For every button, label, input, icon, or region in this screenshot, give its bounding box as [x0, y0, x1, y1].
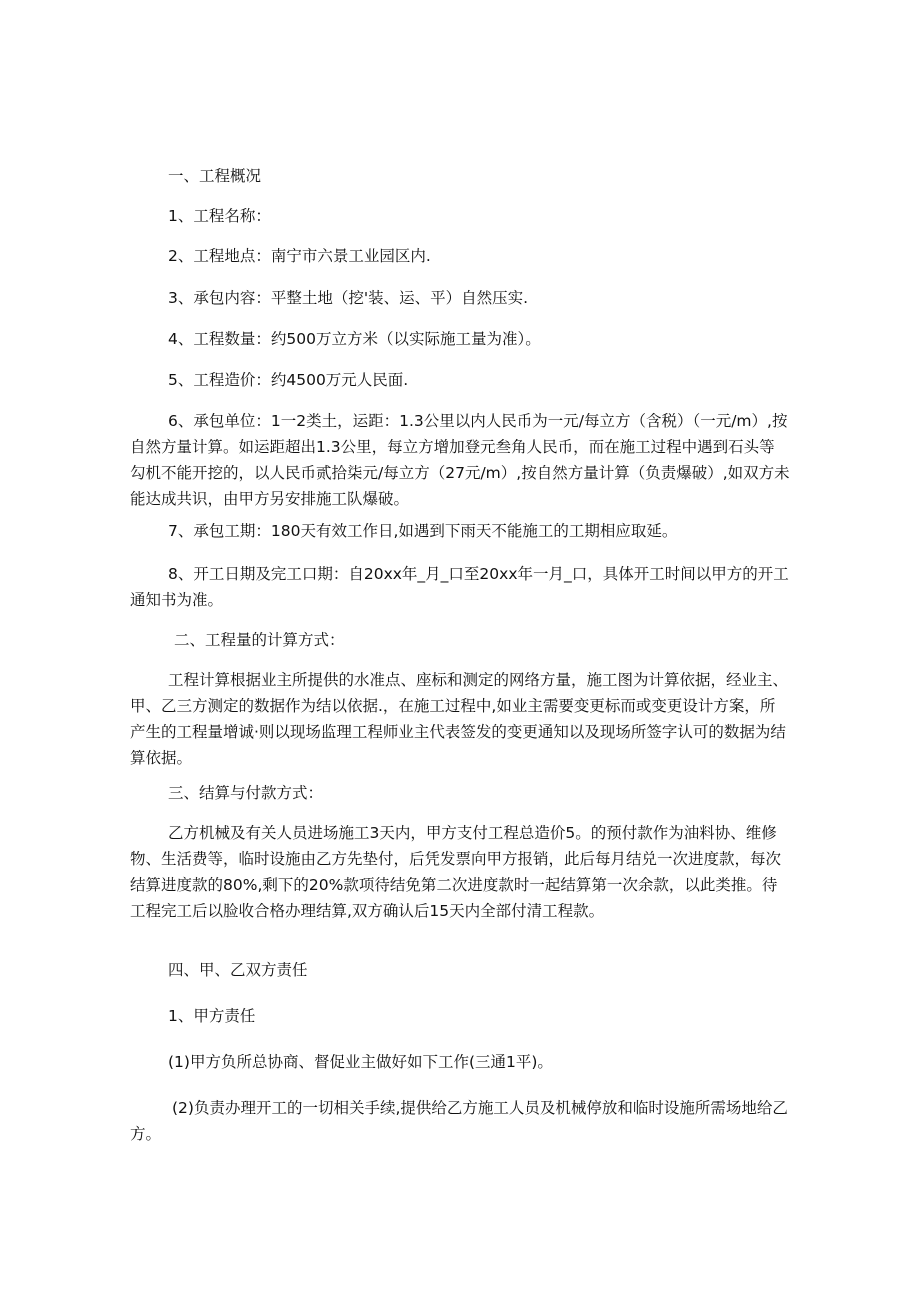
section4-item-2: (2)负责办理开工的一切相关手续,提供给乙方施工人员及机械停放和临时设施所需场地给乙方。	[130, 1099, 788, 1143]
section4-heading: 四、甲、乙双方责任	[168, 961, 308, 979]
item-project-name: 1、工程名称：	[168, 207, 271, 225]
item-project-location: 2、工程地点：南宁市六景工业园区内.	[168, 247, 431, 265]
section2-body: 工程计算根据业主所提供的水准点、座标和测定的网络方量，施工图为计算依据，经业主、甲、乙三方测定的数据作为结以依据.，在施工过程中,如业主需要变更标而或变更设计方案，所产生的工程量增诚·则以现场监理工程师业主代表签发的变更通知以及现场所签字认可的数据为结算依据。	[130, 671, 789, 767]
item-start-end-date: 8、开工日期及完工口期：自20xx年_月_口至20xx年一月_口，具体开工时间以甲方的开工通知书为准。	[130, 565, 789, 609]
section4-sub-party-a: 1、甲方责任	[168, 1007, 256, 1025]
section1-heading: 一、工程概况	[168, 167, 262, 185]
item-contract-unit: 6、承包单位：1一2类土，运距：1.3公里以内人民币为一元/每立方（含税）（一元/m）,按自然方量计算。如运距超出1.3公里，每立方增加登元叁角人民币，而在施工过程中遇到石头等勾机不能开挖的，以人民币贰拾柒元/每立方（27元/m）,按自然方量计算（负责爆破）,如双方未能达成共识，由甲方另安排施工队爆破。	[130, 412, 790, 508]
section2-heading: 二、工程量的计算方式：	[174, 631, 345, 649]
item-contract-period: 7、承包工期：180天有效工作日,如遇到下雨天不能施工的工期相应取延。	[168, 522, 678, 540]
section3-body: 乙方机械及有关人员进场施工3天内，甲方支付工程总造价5。的预付款作为油料协、维修物、生活费等，临时设施由乙方先垫付，后凭发票向甲方报销，此后每月结兑一次进度款，每次结算进度款的80%,剩下的20%款项待结免第二次进度款时一起结算第一次余款，以此类推。待工程完工后以脸收合格办理结算,双方确认后15天内全部付清工程款。	[130, 824, 782, 920]
section3-heading: 三、结算与付款方式：	[168, 784, 324, 802]
item-project-quantity: 4、工程数量：约500万立方米（以实际施工量为准）。	[168, 330, 541, 348]
item-contract-content: 3、承包内容：平整土地（挖'装、运、平）自然压实.	[168, 289, 529, 307]
item-project-cost: 5、工程造价：约4500万元人民面.	[168, 371, 409, 389]
section4-item-1: (1)甲方负所总协商、督促业主做好如下工作(三通1平)。	[168, 1053, 553, 1071]
